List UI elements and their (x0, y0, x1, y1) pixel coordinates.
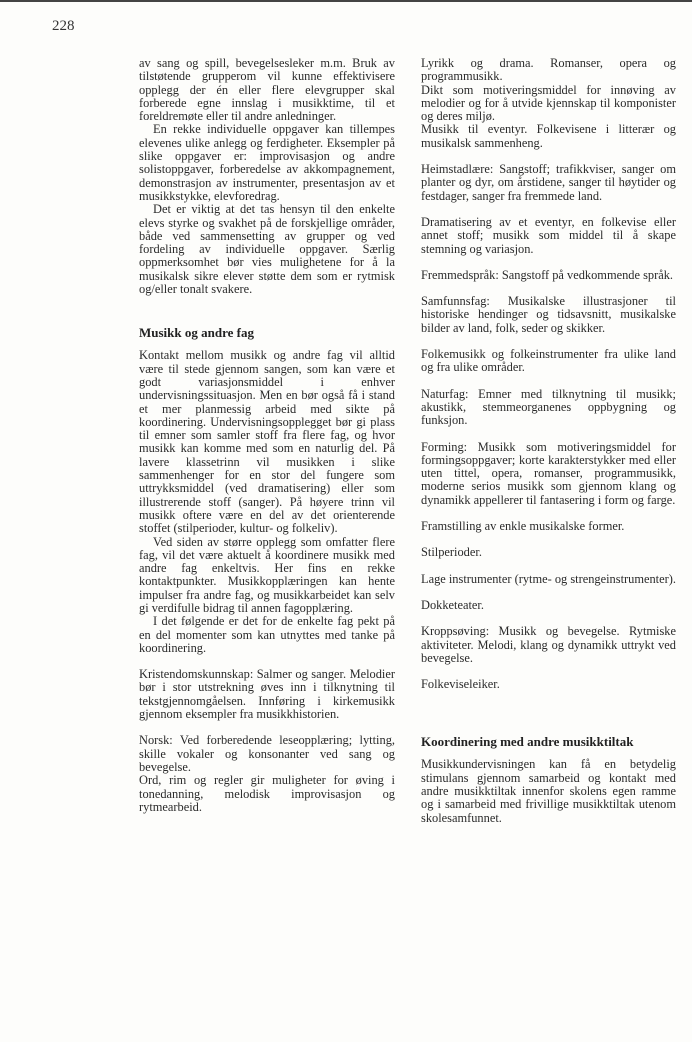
section-heading: Koordinering med andre musikktiltak (421, 734, 634, 750)
paragraph: Folkemusikk og folkeinstrumenter fra ulike land og fra ulike områder. (421, 347, 676, 375)
paragraph: Samfunnsfag: Musikalske illustrasjoner til historiske hendinger og tidsavsnitt, musikalske bilder av land, folk, seder og skikker. (421, 294, 676, 335)
paragraph: Forming: Musikk som motiveringsmiddel for formingsoppgaver; korte karakterstykker med eller uten tittel, opera, romanser, programmusikk, moderne serios musikk som gjennom klang og dynamikk appellerer til fantasering i form og farge. (421, 439, 676, 507)
paragraph: En rekke individuelle oppgaver kan tillempes elevenes ulike anlegg og ferdigheter. Eksempler på slike oppgaver er: improvisasjon og andre solistoppgaver, forberedelse av akkompagnement, demonstrasjon av instrumenter, presentasjon av et musikkstykke, elevforedrag. (139, 122, 395, 203)
paragraph: Stilperioder. (421, 545, 482, 560)
paragraph: I det følgende er det for de enkelte fag pekt på en del momenter som kan utnyttes med tanke på koordinering. (139, 614, 395, 655)
right-column (421, 57, 676, 825)
paragraph: Fremmedspråk: Sangstoff på vedkommende språk. (421, 267, 674, 282)
paragraph: Musikkundervisningen kan få en betydelig stimulans gjennom samarbeid og kontakt med andre musikktiltak innenfor skolens egen ramme og i samarbeid med frivillige musikktiltak utenom skolesamfunnet. (421, 757, 676, 825)
left-column (139, 57, 395, 814)
paragraph: Kristendomskunnskap: Salmer og sanger. Melodier bør i stor utstrekning øves inn i tilknytning til tekstgjennomgåelsen. Innføring i kirkemusikk gjennom eksempler fra musikkhistorien. (139, 667, 395, 722)
paragraph: Lage instrumenter (rytme- og strengeinstrumenter). (421, 571, 676, 586)
paragraph: Folkeviseleiker. (421, 677, 500, 692)
paragraph: Framstilling av enkle musikalske former. (421, 519, 625, 534)
top-rule (0, 0, 692, 2)
paragraph: Ved siden av større opplegg som omfatter flere fag, vil det være aktuelt å koordinere musikk med andre fag enkeltvis. Her fins en rekke kontaktpunkter. Musikkopplæringen kan hente impulser fra andre fag, og musikkarbeidet kan selv gi verdifulle bidrag til annen fagopplæring. (139, 534, 395, 615)
paragraph: Det er viktig at det tas hensyn til den enkelte elevs styrke og svakhet på de forskjellige områder, både ved sammensetting av grupper og ved fordeling av individuelle oppgaver. Særlig oppmerksomhet bør vies mulighetene for å la musikalsk sikre elever støtte dem som er rytmisk og/eller tonalt svakere. (139, 202, 395, 297)
paragraph: Heimstadlære: Sangstoff; trafikkviser, sanger om planter og dyr, om årstidene, sanger til høytider og festdager, sanger fra fremmede land. (421, 162, 676, 203)
paragraph: Norsk: Ved forberedende leseopplæring; lytting, skille vokaler og konsonanter ved sang og bevegelse. (139, 733, 395, 774)
paragraph: Dikt som motiveringsmiddel for innøving av melodier og for å utvide kjennskap til komponister og deres miljø. (421, 82, 676, 124)
page-number: 228 (52, 18, 75, 34)
paragraph: Kontakt mellom musikk og andre fag vil alltid være til stede gjennom sangen, som kan være et godt variasjonsmiddel i enhver undervisningssituasjon. Men en bør også få i stand et mer planmessig arbeid med sikte på koordinering. Undervisningsopplegget bør gi plass til emner som samler stoff fra flere fag, og hvor musikk kan komme med som en naturlig del. På lavere klassetrinn vil musikken i slike sammenhenger for en stor del fungere som uttrykksmiddel (ved dramatisering) eller som illustrerende stoff (sanger). På høyere trinn vil musikk oftere være en del av det orienterende stoffet (stilperioder, kultur- og folkeliv). (139, 348, 395, 536)
paragraph: Naturfag: Emner med tilknytning til musikk; akustikk, stemmeorganenes oppbygning og funksjon. (421, 386, 676, 428)
paragraph: av sang og spill, bevegelsesleker m.m. Bruk av tilstøtende grupperom vil kunne effektivisere opplegg der én eller flere elevgrupper skal forberede egne innslag i musikktime, til et foreldremøte eller til andre anledninger. (139, 56, 395, 124)
paragraph: Musikk til eventyr. Folkevisene i litterær og musikalsk sammenheng. (421, 122, 676, 150)
paragraph: Dramatisering av et eventyr, en folkevise eller annet stoff; musikk som middel til å skape stemning og variasjon. (421, 214, 676, 256)
paragraph: Ord, rim og regler gir muligheter for øving i tonedanning, melodisk improvisasjon og rytmearbeid. (139, 773, 395, 814)
paragraph: Dokketeater. (421, 597, 484, 612)
section-heading: Musikk og andre fag (139, 325, 254, 341)
paragraph: Kroppsøving: Musikk og bevegelse. Rytmiske aktiviteter. Melodi, klang og dynamikk uttrykt ved bevegelse. (421, 624, 676, 665)
paragraph: Lyrikk og drama. Romanser, opera og programmusikk. (421, 56, 676, 84)
